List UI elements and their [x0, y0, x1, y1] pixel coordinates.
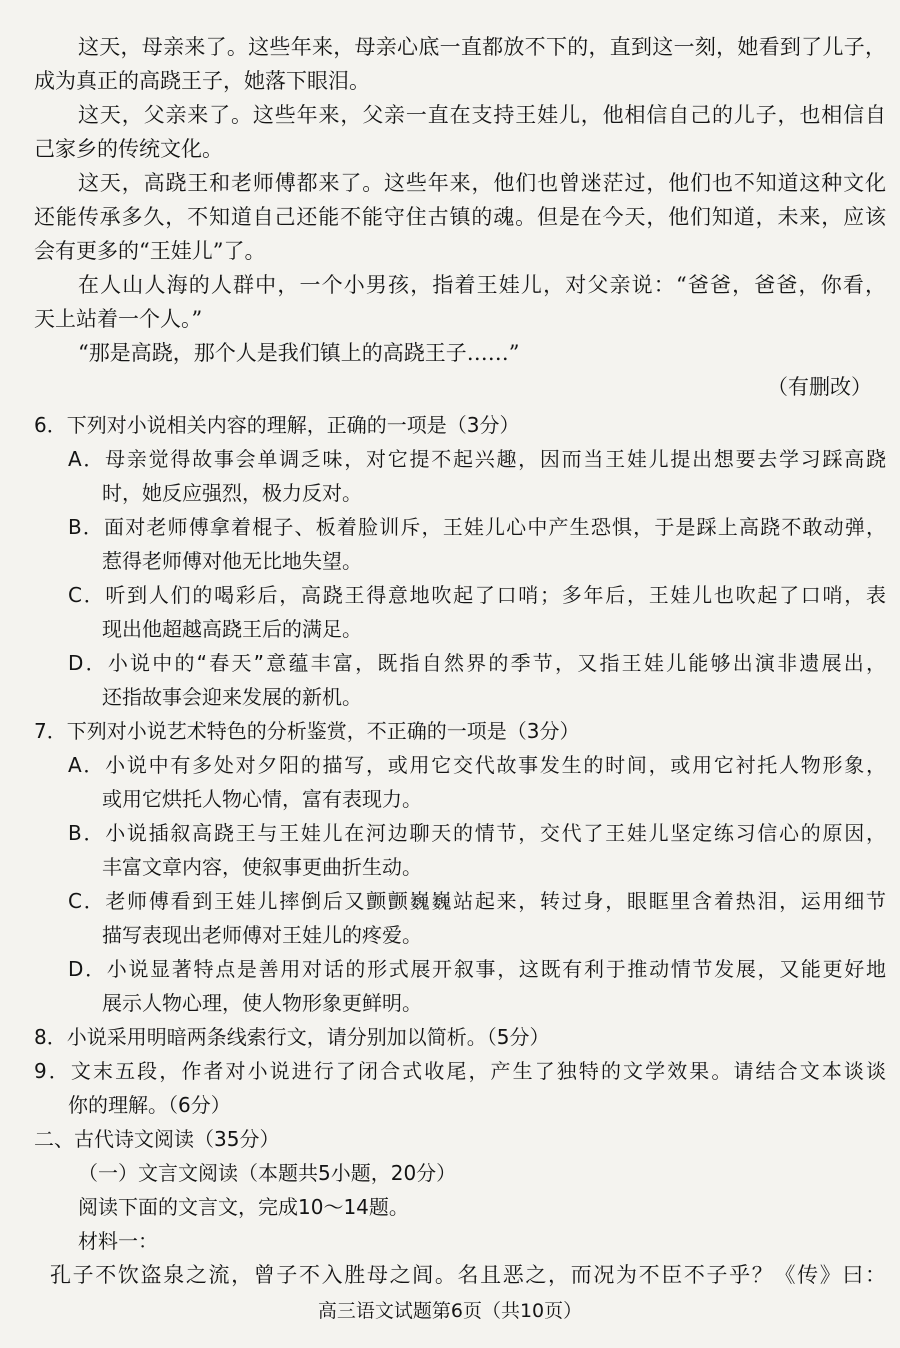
- text-line: 这天，母亲来了。这些年来，母亲心底一直都放不下的，直到这一刻，她看到了儿子，: [78, 35, 886, 59]
- text-line: 天上站着一个人。”: [34, 307, 203, 331]
- paragraph: [34, 30, 886, 98]
- option-line: A．小说中有多处对夕阳的描写，或用它交代故事发生的时间，或用它衬托人物形象，: [68, 753, 886, 777]
- option-b: [34, 510, 886, 578]
- section-title: 二、古代诗文阅读（35分）: [34, 1127, 280, 1151]
- option-line: B．面对老师傅拿着棍子、板着脸训斥，王娃儿心中产生恐惧，于是踩上高跷不敢动弹，: [68, 515, 886, 539]
- option-line: 或用它烘托人物心情，富有表现力。: [102, 787, 422, 811]
- option-a: [34, 442, 886, 510]
- paragraph: [34, 336, 886, 370]
- option-line: 现出他超越高跷王后的满足。: [102, 617, 362, 641]
- text-line: “那是高跷，那个人是我们镇上的高跷王子……”: [78, 341, 520, 365]
- option-line: B．小说插叙高跷王与王娃儿在河边聊天的情节，交代了王娃儿坚定练习信心的原因，: [68, 821, 886, 845]
- option-line: A．母亲觉得故事会单调乏味，对它提不起兴趣，因而当王娃儿提出想要去学习踩高跷: [68, 447, 886, 471]
- option-line: 展示人物心理，使人物形象更鲜明。: [102, 991, 422, 1015]
- question-7: [34, 714, 886, 1020]
- option-c: [34, 578, 886, 646]
- text-line: 在人山人海的人群中，一个小男孩，指着王娃儿，对父亲说：“爸爸，爸爸，你看，: [78, 273, 886, 297]
- option-line: D．小说显著特点是善用对话的形式展开叙事，这既有利于推动情节发展，又能更好地: [68, 957, 886, 981]
- paragraph: [34, 268, 886, 336]
- question-6: [34, 408, 886, 714]
- text-line: 会有更多的“王娃儿”了。: [34, 239, 266, 263]
- question-stem: 9．文末五段，作者对小说进行了闭合式收尾，产生了独特的文学效果。请结合文本谈谈: [34, 1059, 886, 1083]
- option-line: D．小说中的“春天”意蕴丰富，既指自然界的季节，又指王娃儿能够出演非遗展出，: [68, 651, 886, 675]
- passage: [34, 30, 886, 404]
- page-footer: 高三语文试题第6页（共10页）: [317, 1300, 583, 1322]
- option-d: [34, 646, 886, 714]
- option-line: 惹得老师傅对他无比地失望。: [102, 549, 362, 573]
- text-line: 这天，父亲来了。这些年来，父亲一直在支持王娃儿，他相信自己的儿子，也相信自: [78, 103, 886, 127]
- option-line: 丰富文章内容，使叙事更曲折生动。: [102, 855, 422, 879]
- material-text: 孔子不饮盗泉之流，曾子不入胜母之闾。名且恶之，而况为不臣不子乎？《传》曰：: [50, 1263, 886, 1287]
- option-line: C．听到人们的喝彩后，高跷王得意地吹起了口哨；多年后，王娃儿也吹起了口哨，表: [68, 583, 886, 607]
- option-line: 描写表现出老师傅对王娃儿的疼爱。: [102, 923, 422, 947]
- question-stem: 8．小说采用明暗两条线索行文，请分别加以简析。（5分）: [34, 1025, 550, 1049]
- text-line: 还能传承多久，不知道自己还能不能守住古镇的魂。但是在今天，他们知道，未来，应该: [34, 205, 886, 229]
- paragraph: [34, 166, 886, 268]
- option-d: [34, 952, 886, 1020]
- option-line: 还指故事会迎来发展的新机。: [102, 685, 362, 709]
- exam-page: [34, 30, 886, 1292]
- subsection-title: （一）文言文阅读（本题共5小题，20分）: [78, 1161, 457, 1185]
- question-9: [34, 1054, 886, 1122]
- option-b: [34, 816, 886, 884]
- material-label: 材料一：: [78, 1229, 158, 1253]
- text-line: 己家乡的传统文化。: [34, 137, 223, 161]
- question-stem-cont: 你的理解。（6分）: [68, 1093, 231, 1117]
- option-line: 时，她反应强烈，极力反对。: [102, 481, 362, 505]
- option-a: [34, 748, 886, 816]
- text-line: 成为真正的高跷王子，她落下眼泪。: [34, 69, 370, 93]
- source-credit: （有删改）: [767, 375, 872, 399]
- instruction: 阅读下面的文言文，完成10～14题。: [78, 1195, 409, 1219]
- question-8: [34, 1020, 886, 1054]
- paragraph: [34, 98, 886, 166]
- option-c: [34, 884, 886, 952]
- question-stem: 7．下列对小说艺术特色的分析鉴赏，不正确的一项是（3分）: [34, 719, 580, 743]
- question-stem: 6．下列对小说相关内容的理解，正确的一项是（3分）: [34, 413, 520, 437]
- option-line: C．老师傅看到王娃儿摔倒后又颤颤巍巍站起来，转过身，眼眶里含着热泪，运用细节: [68, 889, 886, 913]
- section-2: [34, 1122, 886, 1258]
- text-line: 这天，高跷王和老师傅都来了。这些年来，他们也曾迷茫过，他们也不知道这种文化: [78, 171, 886, 195]
